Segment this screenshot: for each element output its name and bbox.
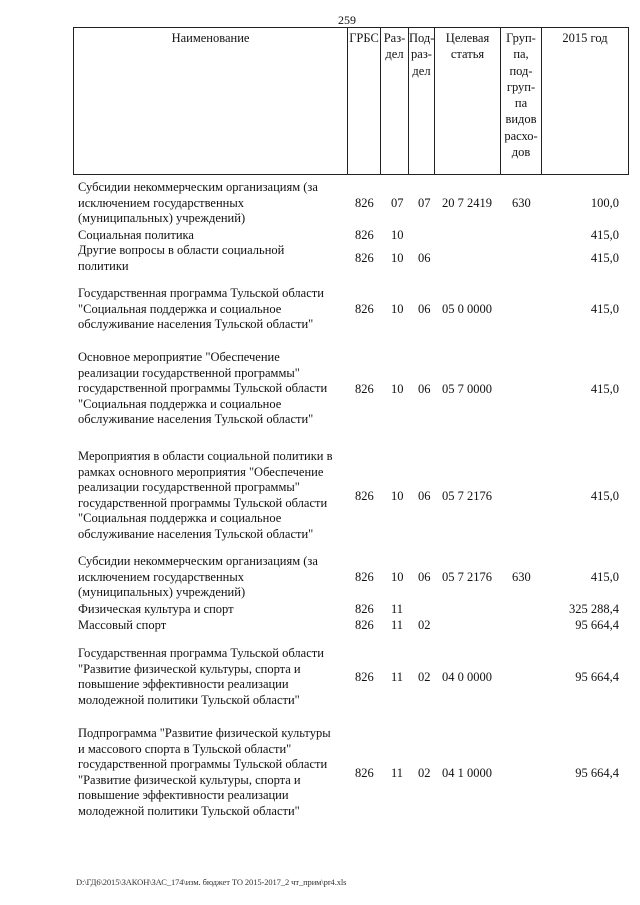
row-name-line: реализации государственной программы" <box>78 480 300 494</box>
page-number: 259 <box>338 13 356 27</box>
header-year: 2015 год <box>542 28 629 175</box>
cell-razdel: 10 <box>391 251 404 265</box>
cell-razdel: 10 <box>391 570 404 584</box>
header-group-line: под- <box>509 63 533 78</box>
cell-razdel: 11 <box>391 602 404 616</box>
row-name-line: повышение эффективности реализации <box>78 788 289 802</box>
row-name-line: "Социальная поддержка и социальное <box>78 511 282 525</box>
cell-amount: 95 664,4 <box>575 618 619 632</box>
row-name-line: "Развитие физической культуры, спорта и <box>78 772 301 787</box>
row-name <box>78 646 343 708</box>
cell-podrazdel: 06 <box>418 489 431 503</box>
header-group-line: груп- <box>506 79 536 94</box>
row-name-line: Субсидии некоммерческим организациям (за <box>78 554 318 568</box>
cell-grbs: 826 <box>355 618 374 632</box>
row-name-line: Государственная программа Тульской области <box>78 286 324 300</box>
row-name-line: исключением государственных <box>78 195 245 210</box>
row-name-line: Другие вопросы в области социальной <box>78 243 285 257</box>
cell-grbs: 826 <box>355 602 374 616</box>
cell-amount: 415,0 <box>590 382 619 396</box>
header-razdel-line: Раз- <box>383 31 406 45</box>
header-name: Наименование <box>74 28 348 175</box>
cell-razdel: 11 <box>391 618 404 632</box>
row-name <box>78 286 343 333</box>
cell-grbs: 826 <box>355 489 374 503</box>
row-name-line: обслуживание населения Тульской области" <box>78 526 314 541</box>
row-name-line: "Социальная поддержка и социальное <box>78 396 282 411</box>
row-name-line: политики <box>78 258 129 273</box>
cell-grbs: 826 <box>355 766 374 780</box>
row-name-line: рамках основного мероприятия "Обеспечение <box>78 464 324 479</box>
cell-amount: 415,0 <box>590 302 619 316</box>
header-target-line: Целевая <box>445 31 490 45</box>
row-name-line: молодежной политики Тульской области" <box>78 803 300 818</box>
cell-grbs: 826 <box>355 382 374 396</box>
header-podrazdel-line: дел <box>412 63 431 78</box>
header-group-line: расхо- <box>504 128 538 143</box>
row-name <box>78 618 343 634</box>
cell-group: 630 <box>512 570 531 584</box>
row-name-line: Физическая культура и спорт <box>78 602 234 616</box>
cell-target: 05 7 2176 <box>442 570 492 584</box>
row-name-line: государственной программы Тульской области <box>78 757 328 771</box>
cell-podrazdel: 02 <box>418 766 431 780</box>
cell-grbs: 826 <box>355 302 374 316</box>
row-name-line: и массового спорта в Тульской области" <box>78 741 292 756</box>
cell-amount: 415,0 <box>590 228 619 242</box>
cell-target: 05 7 0000 <box>442 382 492 396</box>
row-name <box>78 350 343 428</box>
header-razdel-line: дел <box>385 47 404 62</box>
row-name-line: Социальная политика <box>78 228 194 242</box>
cell-amount: 325 288,4 <box>569 602 619 616</box>
row-name-line: Массовый спорт <box>78 618 167 632</box>
row-name <box>78 180 343 227</box>
header-grbs: ГРБС <box>348 28 381 175</box>
row-name-line: "Социальная поддержка и социальное <box>78 301 282 316</box>
row-name-line: исключением государственных <box>78 569 245 584</box>
row-name-line: Подпрограмма "Развитие физической культуры <box>78 726 331 740</box>
cell-grbs: 826 <box>355 196 374 210</box>
row-name <box>78 228 343 244</box>
row-name-line: государственной программы Тульской области <box>78 495 328 510</box>
cell-podrazdel: 06 <box>418 302 431 316</box>
cell-razdel: 10 <box>391 228 404 242</box>
cell-razdel: 10 <box>391 382 404 396</box>
cell-podrazdel: 02 <box>418 670 431 684</box>
cell-grbs: 826 <box>355 228 374 242</box>
cell-target: 20 7 2419 <box>442 196 492 210</box>
cell-amount: 415,0 <box>590 251 619 265</box>
row-name <box>78 243 343 274</box>
cell-podrazdel: 07 <box>418 196 431 210</box>
row-name-line: повышение эффективности реализации <box>78 677 289 691</box>
cell-razdel: 10 <box>391 302 404 316</box>
row-name <box>78 449 343 542</box>
row-name <box>78 602 343 618</box>
row-name <box>78 726 343 819</box>
row-name-line: Основное мероприятие "Обеспечение <box>78 350 280 364</box>
cell-grbs: 826 <box>355 570 374 584</box>
row-name-line: государственной программы Тульской области <box>78 381 328 395</box>
cell-target: 05 0 0000 <box>442 302 492 316</box>
cell-podrazdel: 06 <box>418 251 431 265</box>
cell-razdel: 11 <box>391 670 404 684</box>
header-group-line: па, <box>513 47 529 62</box>
row-name-line: обслуживание населения Тульской области" <box>78 412 314 426</box>
cell-razdel: 07 <box>391 196 404 210</box>
row-name-line: "Развитие физической культуры, спорта и <box>78 661 301 676</box>
row-name-line: молодежной политики Тульской области" <box>78 692 300 707</box>
cell-amount: 95 664,4 <box>575 670 619 684</box>
cell-podrazdel: 06 <box>418 382 431 396</box>
row-name-line: Мероприятия в области социальной политики в <box>78 449 333 463</box>
header-group-line: дов <box>511 145 531 160</box>
header-group-line: Груп- <box>506 31 536 45</box>
cell-target: 04 0 0000 <box>442 670 492 684</box>
cell-amount: 95 664,4 <box>575 766 619 780</box>
cell-grbs: 826 <box>355 251 374 265</box>
row-name-line: (муниципальных) учреждений) <box>78 585 246 599</box>
row-name-line: реализации государственной программы" <box>78 365 300 380</box>
row-name-line: Субсидии некоммерческим организациям (за <box>78 180 318 194</box>
row-name <box>78 554 343 601</box>
cell-target: 05 7 2176 <box>442 489 492 503</box>
row-name-line: Государственная программа Тульской области <box>78 646 324 660</box>
cell-podrazdel: 02 <box>418 618 431 632</box>
header-group-line: видов <box>505 112 537 127</box>
cell-target: 04 1 0000 <box>442 766 492 780</box>
cell-amount: 415,0 <box>590 570 619 584</box>
header-podrazdel-line: Под- <box>409 31 435 45</box>
cell-amount: 415,0 <box>590 489 619 503</box>
cell-razdel: 11 <box>391 766 404 780</box>
footer-file-path: D:\ГД6\2015\ЗАКОН\ЗАС_174\изм. бюджет ТО 2015-2017_2 чт_прим\pr4.xls <box>76 877 347 887</box>
cell-amount: 100,0 <box>590 196 619 210</box>
cell-grbs: 826 <box>355 670 374 684</box>
header-target-line: статья <box>450 47 485 62</box>
cell-podrazdel: 06 <box>418 570 431 584</box>
header-group-line: па <box>514 96 528 111</box>
cell-razdel: 10 <box>391 489 404 503</box>
header-podrazdel-line: раз- <box>411 47 432 62</box>
cell-group: 630 <box>512 196 531 210</box>
row-name-line: обслуживание населения Тульской области" <box>78 317 314 331</box>
row-name-line: (муниципальных) учреждений) <box>78 211 246 225</box>
